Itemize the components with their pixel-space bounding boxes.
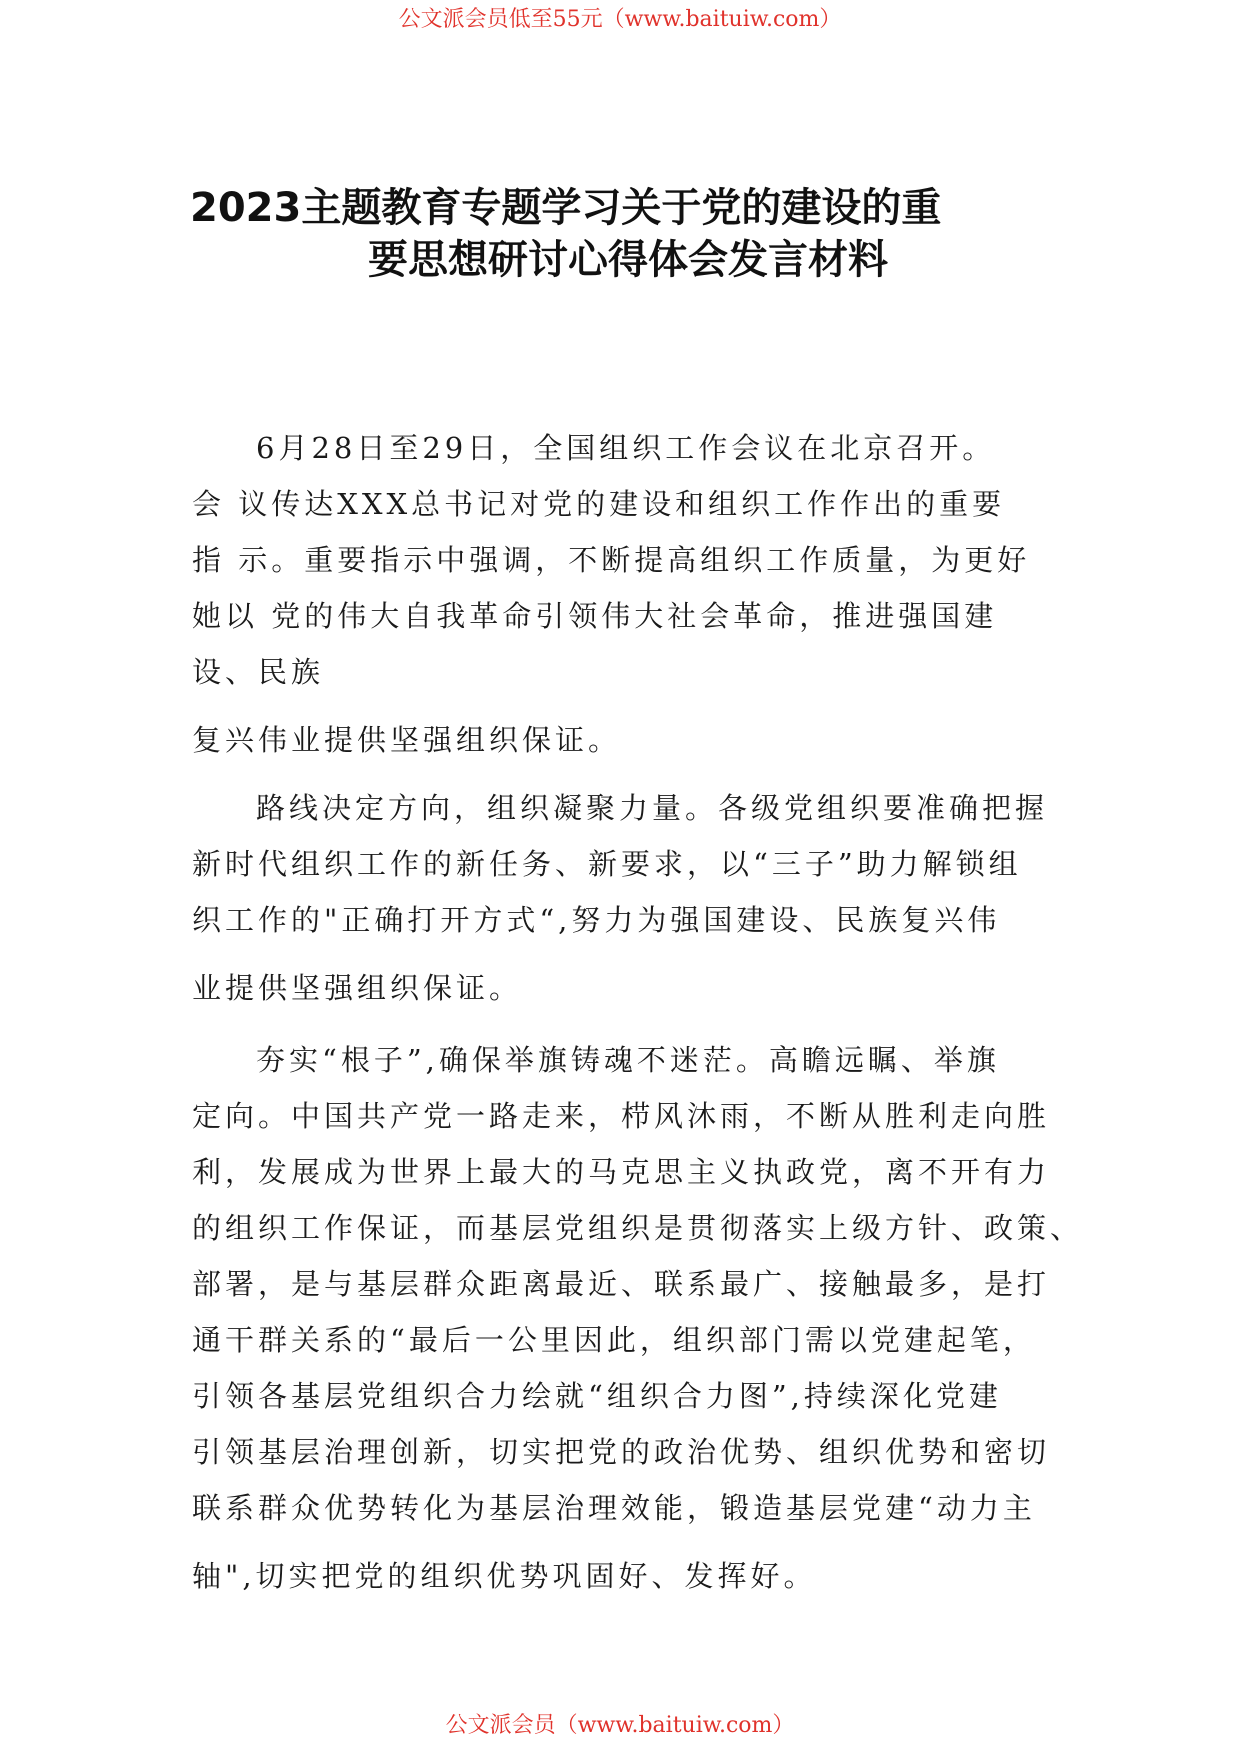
paragraph-1: [192, 420, 1072, 700]
text-line: 通干群关系的“最后一公里因此，组织部门需以党建起笔，: [192, 1323, 1036, 1357]
text-line: 6月28日至29日，全国组织工作会议在北京召开。: [256, 431, 996, 465]
text-line: 新时代组织工作的新任务、新要求，以“三子”助力解锁组: [192, 847, 1022, 881]
paragraph-4: [192, 1032, 1084, 1536]
text-line: 设、民族: [192, 655, 325, 689]
paragraph-3-tail: [192, 960, 1072, 1016]
text-line: 复兴伟业提供坚强组织保证。: [192, 723, 622, 757]
text-line: 轴",切实把党的组织优势巩固好、发挥好。: [192, 1559, 817, 1593]
document-title-line-2: 要思想研讨心得体会发言材料: [368, 237, 888, 283]
text-line: 路线决定方向，组织凝聚力量。各级党组织要准确把握: [256, 791, 1049, 825]
text-line: 部署，是与基层群众距离最近、联系最广、接触最多，是打: [192, 1267, 1051, 1301]
text-line: 业提供坚强组织保证。: [192, 971, 523, 1005]
text-line: 的组织工作保证，而基层党组织是贯彻落实上级方针、政策、: [192, 1211, 1084, 1245]
paragraph-3: [192, 780, 1072, 948]
paragraph-4-tail: [192, 1548, 1072, 1604]
text-line: 会 议传达XXX总书记对党的建设和组织工作作出的重要: [192, 487, 1006, 521]
footer-watermark-banner: 公文派会员（www.baituiw.com）: [445, 1713, 795, 1738]
document-body: [192, 420, 1084, 1604]
text-line: 夯实“根子”,确保举旗铸魂不迷茫。高瞻远瞩、举旗: [256, 1043, 1000, 1077]
text-line: 引领各基层党组织合力绘就“组织合力图”,持续深化党建: [192, 1379, 1002, 1413]
text-line: 联系群众优势转化为基层治理效能，锻造基层党建“动力主: [192, 1491, 1036, 1525]
document-title-line-1: 2023主题教育专题学习关于党的建设的重: [190, 185, 942, 231]
text-line: 利，发展成为世界上最大的马克思主义执政党，离不开有力: [192, 1155, 1051, 1189]
paragraph-2: [192, 712, 1072, 768]
text-line: 织工作的"正确打开方式“,努力为强国建设、民族复兴伟: [192, 903, 1001, 937]
header-watermark-banner: 公文派会员低至55元（www.baituiw.com）: [398, 7, 842, 32]
document-title: [190, 182, 1050, 286]
text-line: 指 示。重要指示中强调，不断提高组织工作质量，为更好: [192, 543, 1031, 577]
text-line: 定向。中国共产党一路走来，栉风沐雨，不断从胜利走向胜: [192, 1099, 1051, 1133]
text-line: 她以 党的伟大自我革命引领伟大社会革命，推进强国建: [192, 599, 998, 633]
text-line: 引领基层治理创新，切实把党的政治优势、组织优势和密切: [192, 1435, 1051, 1469]
